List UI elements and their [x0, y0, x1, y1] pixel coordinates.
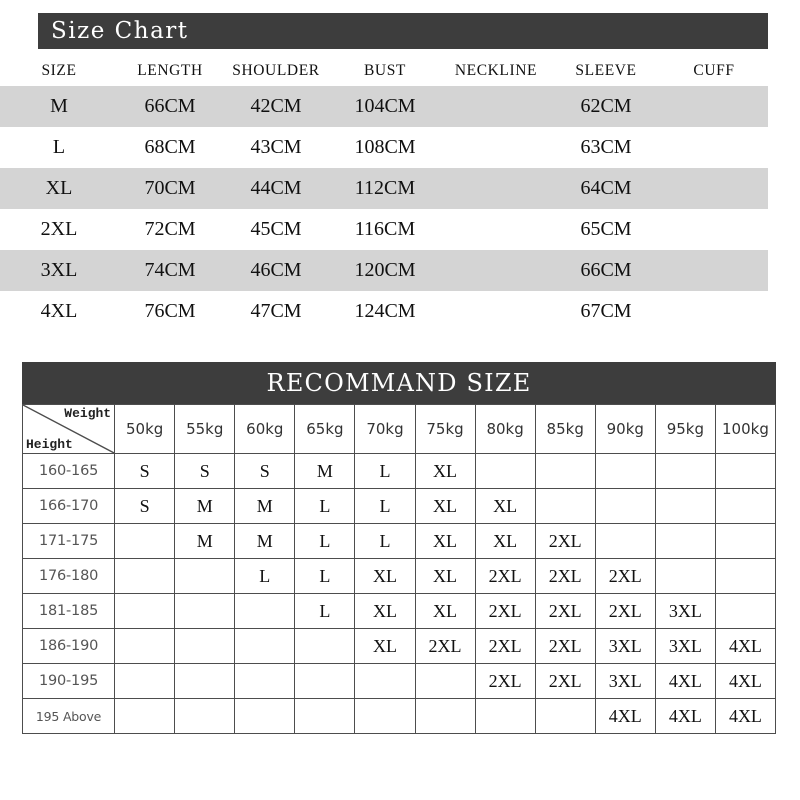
recommend-size-cell: 4XL	[715, 699, 775, 734]
size-chart-cell-neckline	[440, 127, 552, 168]
recommend-row	[23, 594, 776, 629]
size-chart-body	[0, 86, 800, 332]
size-chart-col-neckline: NECKLINE	[454, 62, 538, 79]
weight-header-80kg: 80kg	[475, 405, 535, 454]
recommend-empty-cell	[175, 699, 235, 734]
size-chart-cell-pad	[768, 291, 800, 332]
recommend-empty-cell	[235, 629, 295, 664]
size-chart-cell-bust: 112CM	[330, 168, 440, 209]
size-chart-cell-shoulder: 44CM	[222, 168, 330, 209]
size-chart-cell-shoulder: 42CM	[222, 86, 330, 127]
recommend-empty-cell	[475, 699, 535, 734]
size-chart-cell-size: XL	[0, 168, 118, 209]
recommend-empty-cell	[175, 664, 235, 699]
size-chart-cell-length: 76CM	[118, 291, 222, 332]
weight-header-50kg: 50kg	[115, 405, 175, 454]
recommend-size-cell: 4XL	[595, 699, 655, 734]
recommend-size-cell: XL	[415, 524, 475, 559]
height-label-cell: 171-175	[23, 524, 115, 559]
recommend-empty-cell	[355, 664, 415, 699]
recommend-empty-cell	[115, 664, 175, 699]
size-chart-col-cuff: CUFF	[693, 62, 735, 79]
size-chart-cell-length: 66CM	[118, 86, 222, 127]
recommend-empty-cell	[235, 594, 295, 629]
size-chart-cell-shoulder: 47CM	[222, 291, 330, 332]
recommend-size-cell: XL	[415, 489, 475, 524]
recommend-size-cell: 2XL	[415, 629, 475, 664]
recommend-size-cell: M	[235, 524, 295, 559]
recommend-size-cell: S	[115, 489, 175, 524]
recommend-empty-cell	[595, 524, 655, 559]
height-label-cell: 166-170	[23, 489, 115, 524]
size-chart-cell-neckline	[440, 168, 552, 209]
size-chart-cell-size: 2XL	[0, 209, 118, 250]
recommend-size-cell: S	[115, 454, 175, 489]
corner-height-label: Height	[26, 437, 73, 452]
recommend-size-cell: M	[295, 454, 355, 489]
size-chart-cell-bust: 108CM	[330, 127, 440, 168]
size-chart-cell-sleeve: 63CM	[552, 127, 660, 168]
weight-header-75kg: 75kg	[415, 405, 475, 454]
recommend-empty-cell	[295, 664, 355, 699]
recommend-empty-cell	[235, 664, 295, 699]
size-chart-cell-bust: 104CM	[330, 86, 440, 127]
recommend-size-cell: XL	[355, 629, 415, 664]
recommend-empty-cell	[415, 664, 475, 699]
recommend-size-cell: 2XL	[475, 594, 535, 629]
recommend-size-table	[22, 404, 776, 734]
weight-header-65kg: 65kg	[295, 405, 355, 454]
size-chart-cell-pad	[768, 250, 800, 291]
recommend-size-cell: L	[355, 524, 415, 559]
recommend-size-cell: 3XL	[595, 664, 655, 699]
recommend-size-cell: L	[295, 524, 355, 559]
recommend-size-cell: 3XL	[655, 594, 715, 629]
recommend-empty-cell	[115, 629, 175, 664]
recommend-size-cell: XL	[355, 559, 415, 594]
recommend-size-cell: 2XL	[475, 664, 535, 699]
recommend-size-cell: L	[295, 559, 355, 594]
recommend-size-cell: XL	[475, 524, 535, 559]
size-chart-col-shoulder: SHOULDER	[232, 62, 320, 79]
size-chart-row	[0, 127, 800, 168]
size-chart-cell-size: L	[0, 127, 118, 168]
recommend-size-cell: 2XL	[595, 594, 655, 629]
size-chart-cell-bust: 120CM	[330, 250, 440, 291]
size-chart-cell-sleeve: 67CM	[552, 291, 660, 332]
size-chart-col-sleeve: SLEEVE	[575, 62, 637, 79]
recommend-empty-cell	[535, 489, 595, 524]
weight-header-90kg: 90kg	[595, 405, 655, 454]
recommend-size-cell: XL	[355, 594, 415, 629]
size-chart-row	[0, 209, 800, 250]
recommend-row	[23, 699, 776, 734]
weight-header-55kg: 55kg	[175, 405, 235, 454]
recommend-size-cell: 2XL	[535, 594, 595, 629]
recommend-empty-cell	[535, 454, 595, 489]
recommend-empty-cell	[235, 699, 295, 734]
recommend-empty-cell	[415, 699, 475, 734]
recommend-size-cell: L	[355, 454, 415, 489]
size-chart-cell-shoulder: 45CM	[222, 209, 330, 250]
size-chart-table	[0, 56, 800, 332]
height-label-cell: 160-165	[23, 454, 115, 489]
size-chart-row	[0, 86, 800, 127]
size-chart-title-bar	[38, 13, 768, 49]
height-label-cell: 195 Above	[23, 699, 115, 734]
size-chart-cell-bust: 116CM	[330, 209, 440, 250]
size-chart-cell-sleeve: 64CM	[552, 168, 660, 209]
recommend-size-cell: XL	[475, 489, 535, 524]
recommend-empty-cell	[715, 524, 775, 559]
recommend-row	[23, 454, 776, 489]
height-label-cell: 176-180	[23, 559, 115, 594]
recommend-row	[23, 664, 776, 699]
size-chart-cell-neckline	[440, 250, 552, 291]
corner-weight-label: Weight	[64, 406, 112, 421]
size-chart-cell-length: 68CM	[118, 127, 222, 168]
size-chart-cell-cuff	[660, 127, 768, 168]
recommend-size-cell: M	[235, 489, 295, 524]
recommend-row	[23, 559, 776, 594]
size-chart-cell-shoulder: 46CM	[222, 250, 330, 291]
recommend-empty-cell	[655, 454, 715, 489]
recommend-empty-cell	[715, 594, 775, 629]
recommend-empty-cell	[655, 559, 715, 594]
height-label-cell: 190-195	[23, 664, 115, 699]
size-chart-cell-cuff	[660, 168, 768, 209]
weight-header-95kg: 95kg	[655, 405, 715, 454]
recommend-size-cell: 2XL	[475, 559, 535, 594]
size-chart-col-pad	[768, 56, 800, 86]
recommend-empty-cell	[595, 454, 655, 489]
recommend-head	[23, 405, 776, 454]
recommend-size-cell: 3XL	[655, 629, 715, 664]
size-chart-cell-neckline	[440, 86, 552, 127]
recommend-empty-cell	[475, 454, 535, 489]
size-chart-header-row	[0, 56, 800, 86]
size-chart-cell-length: 70CM	[118, 168, 222, 209]
weight-header-60kg: 60kg	[235, 405, 295, 454]
recommend-row	[23, 629, 776, 664]
height-label-cell: 181-185	[23, 594, 115, 629]
recommend-size-cell: L	[295, 489, 355, 524]
recommend-title: RECOMMAND SIZE	[266, 369, 532, 397]
recommend-empty-cell	[655, 524, 715, 559]
size-chart-cell-neckline	[440, 209, 552, 250]
recommend-size-cell: 2XL	[475, 629, 535, 664]
size-chart-cell-size: M	[0, 86, 118, 127]
recommend-size-cell: 4XL	[655, 699, 715, 734]
recommend-empty-cell	[715, 559, 775, 594]
weight-height-corner-cell	[23, 405, 115, 454]
size-chart-row	[0, 250, 800, 291]
recommend-empty-cell	[355, 699, 415, 734]
size-chart-col-bust: BUST	[363, 62, 407, 79]
size-chart-cell-shoulder: 43CM	[222, 127, 330, 168]
size-chart-cell-pad	[768, 127, 800, 168]
size-chart-cell-cuff	[660, 86, 768, 127]
recommend-empty-cell	[535, 699, 595, 734]
recommend-size-cell: XL	[415, 454, 475, 489]
size-chart-row	[0, 291, 800, 332]
recommend-size-cell: 2XL	[535, 559, 595, 594]
recommend-size-cell: 4XL	[715, 664, 775, 699]
size-chart-cell-size: 4XL	[0, 291, 118, 332]
size-chart-cell-neckline	[440, 291, 552, 332]
recommend-empty-cell	[595, 489, 655, 524]
size-chart-cell-cuff	[660, 291, 768, 332]
recommend-size-cell: L	[235, 559, 295, 594]
recommend-title-bar	[22, 362, 776, 404]
recommend-size-cell: S	[175, 454, 235, 489]
recommend-size-cell: 3XL	[595, 629, 655, 664]
size-chart-cell-cuff	[660, 250, 768, 291]
recommend-size-cell: XL	[415, 559, 475, 594]
size-chart-cell-length: 74CM	[118, 250, 222, 291]
size-chart-cell-cuff	[660, 209, 768, 250]
recommend-empty-cell	[175, 559, 235, 594]
recommend-body	[23, 454, 776, 734]
weight-header-70kg: 70kg	[355, 405, 415, 454]
recommend-size-cell: L	[355, 489, 415, 524]
recommend-empty-cell	[115, 594, 175, 629]
recommend-empty-cell	[115, 699, 175, 734]
recommend-empty-cell	[715, 489, 775, 524]
recommend-empty-cell	[715, 454, 775, 489]
recommend-size-cell: 2XL	[595, 559, 655, 594]
recommend-empty-cell	[175, 594, 235, 629]
recommend-row	[23, 489, 776, 524]
recommend-size-cell: M	[175, 524, 235, 559]
recommend-size-cell: S	[235, 454, 295, 489]
size-chart-cell-sleeve: 66CM	[552, 250, 660, 291]
recommend-empty-cell	[655, 489, 715, 524]
size-chart-title: Size Chart	[51, 18, 189, 44]
recommend-size-cell: XL	[415, 594, 475, 629]
size-chart-cell-sleeve: 62CM	[552, 86, 660, 127]
recommend-empty-cell	[295, 699, 355, 734]
weight-header-85kg: 85kg	[535, 405, 595, 454]
recommend-empty-cell	[175, 629, 235, 664]
recommend-size-cell: 4XL	[655, 664, 715, 699]
size-chart-cell-pad	[768, 209, 800, 250]
recommend-size-cell: 2XL	[535, 664, 595, 699]
recommend-empty-cell	[115, 559, 175, 594]
size-chart-cell-bust: 124CM	[330, 291, 440, 332]
recommend-size-cell: M	[175, 489, 235, 524]
recommend-empty-cell	[115, 524, 175, 559]
size-chart-cell-pad	[768, 86, 800, 127]
recommend-size-section	[22, 362, 776, 734]
size-chart-col-length: LENGTH	[137, 62, 203, 79]
recommend-header-row	[23, 405, 776, 454]
recommend-empty-cell	[295, 629, 355, 664]
size-chart-cell-length: 72CM	[118, 209, 222, 250]
size-chart-row	[0, 168, 800, 209]
size-chart-cell-sleeve: 65CM	[552, 209, 660, 250]
recommend-size-cell: 2XL	[535, 629, 595, 664]
size-chart-cell-pad	[768, 168, 800, 209]
recommend-size-cell: 2XL	[535, 524, 595, 559]
recommend-size-cell: 4XL	[715, 629, 775, 664]
weight-header-100kg: 100kg	[715, 405, 775, 454]
size-chart-cell-size: 3XL	[0, 250, 118, 291]
recommend-size-cell: L	[295, 594, 355, 629]
recommend-row	[23, 524, 776, 559]
size-chart-col-size: SIZE	[41, 62, 77, 79]
size-chart-head	[0, 56, 800, 86]
height-label-cell: 186-190	[23, 629, 115, 664]
